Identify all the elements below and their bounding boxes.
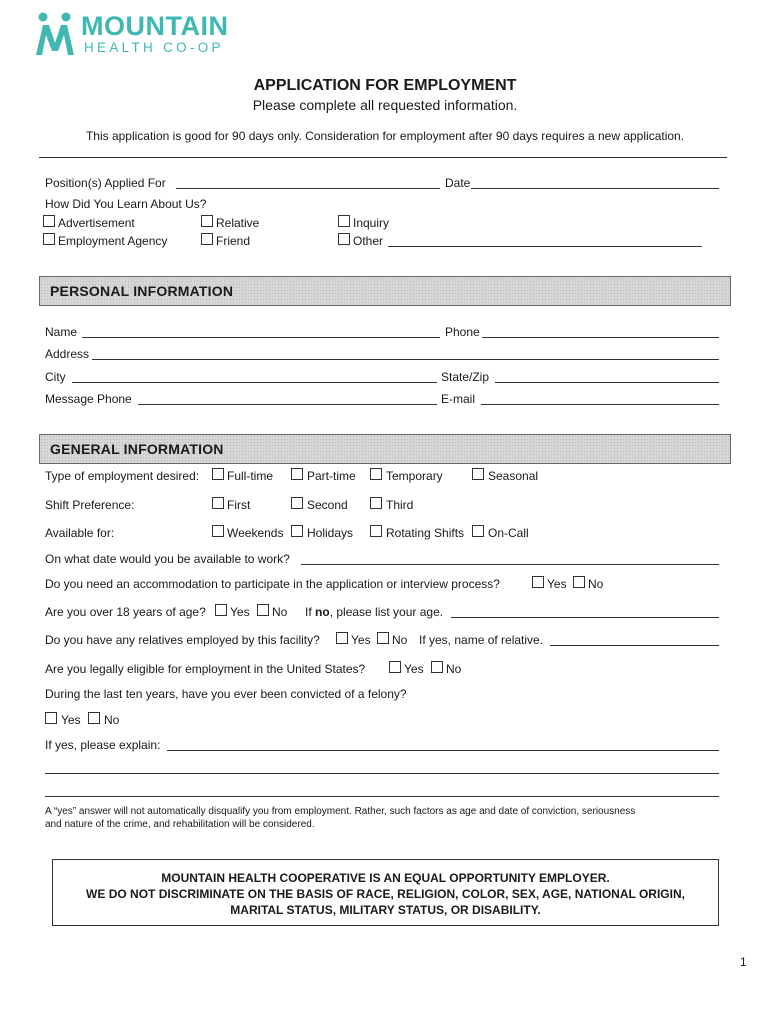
age-followup-label [305, 605, 443, 619]
address-field[interactable] [92, 359, 719, 360]
age-question: Are you over 18 years of age? [45, 605, 206, 619]
felony-yes-label: Yes [61, 713, 81, 727]
page-subtitle: Please complete all requested information. [252, 97, 518, 113]
friend-checkbox[interactable] [201, 233, 213, 245]
state-zip-label: State/Zip [441, 370, 490, 384]
phone-field[interactable] [482, 337, 719, 338]
relatives-no-checkbox[interactable] [377, 632, 389, 644]
seasonal-checkbox[interactable] [472, 468, 484, 480]
age-no-checkbox[interactable] [257, 604, 269, 616]
position-label: Position(s) Applied For [45, 176, 166, 190]
mountain-health-logo-icon [33, 11, 79, 57]
accommodation-question: Do you need an accommodation to participate in the application or interview process? [45, 577, 500, 591]
validity-notice: This application is good for 90 days only. Consideration for employment after 90 days requires a new application. [85, 129, 685, 143]
part-time-label: Part-time [307, 469, 356, 483]
employment-type-label: Type of employment desired: [45, 469, 200, 483]
city-label: City [45, 370, 66, 384]
age-yes-checkbox[interactable] [215, 604, 227, 616]
shift-preference-label: Shift Preference: [45, 498, 135, 512]
general-info-header [39, 434, 731, 464]
email-field[interactable] [481, 404, 719, 405]
address-label: Address [45, 347, 90, 361]
eligible-no-checkbox[interactable] [431, 661, 443, 673]
phone-label: Phone [445, 325, 480, 339]
felony-yes-checkbox[interactable] [45, 712, 57, 724]
page-number: 1 [740, 955, 747, 969]
accommodation-yes-checkbox[interactable] [532, 576, 544, 588]
age-yes-label: Yes [230, 605, 250, 619]
message-phone-field[interactable] [138, 404, 437, 405]
third-shift-checkbox[interactable] [370, 497, 382, 509]
page-title: APPLICATION FOR EMPLOYMENT [253, 77, 517, 94]
header-divider [39, 157, 727, 158]
second-shift-checkbox[interactable] [291, 497, 303, 509]
second-shift-label: Second [307, 498, 348, 512]
full-time-checkbox[interactable] [212, 468, 224, 480]
temporary-label: Temporary [386, 469, 443, 483]
eligible-no-label: No [446, 662, 462, 676]
accommodation-no-checkbox[interactable] [573, 576, 585, 588]
state-zip-field[interactable] [495, 382, 719, 383]
relatives-yes-label: Yes [351, 633, 371, 647]
employment-agency-label: Employment Agency [58, 234, 168, 248]
on-call-label: On-Call [488, 526, 529, 540]
explain-label: If yes, please explain: [45, 738, 161, 752]
eligible-yes-checkbox[interactable] [389, 661, 401, 673]
part-time-checkbox[interactable] [291, 468, 303, 480]
city-field[interactable] [72, 382, 437, 383]
explain-field-1[interactable] [167, 750, 719, 751]
full-time-label: Full-time [227, 469, 274, 483]
inquiry-label: Inquiry [353, 216, 390, 230]
weekends-label: Weekends [227, 526, 284, 540]
holidays-checkbox[interactable] [291, 525, 303, 537]
first-shift-checkbox[interactable] [212, 497, 224, 509]
learn-about-us-label: How Did You Learn About Us? [45, 197, 207, 211]
age-field[interactable] [451, 617, 719, 618]
available-for-label: Available for: [45, 526, 115, 540]
eoe-line-1: MOUNTAIN HEALTH COOPERATIVE IS AN EQUAL OPPORTUNITY EMPLOYER. [161, 871, 610, 885]
friend-label: Friend [216, 234, 251, 248]
felony-question: During the last ten years, have you ever been convicted of a felony? [45, 687, 407, 701]
felony-no-checkbox[interactable] [88, 712, 100, 724]
weekends-checkbox[interactable] [212, 525, 224, 537]
personal-info-heading: PERSONAL INFORMATION [50, 283, 234, 299]
relatives-followup-label: If yes, name of relative. [419, 633, 544, 647]
eoe-line-2: WE DO NOT DISCRIMINATE ON THE BASIS OF RACE, RELIGION, COLOR, SEX, AGE, NATIONAL ORIGIN, [86, 887, 685, 901]
disclaimer-line-2: and nature of the crime, and rehabilitation will be considered. [45, 819, 315, 830]
start-date-field[interactable] [301, 564, 719, 565]
eligibility-question: Are you legally eligible for employment in the United States? [45, 662, 366, 676]
felony-no-label: No [104, 713, 120, 727]
disclaimer-line-1: A “yes” answer will not automatically disqualify you from employment. Rather, such factors as age and date of conviction, seriousness [45, 806, 636, 817]
logo-subtitle: HEALTH CO-OP [84, 40, 224, 55]
accommodation-no-label: No [588, 577, 604, 591]
relative-name-field[interactable] [550, 645, 719, 646]
on-call-checkbox[interactable] [472, 525, 484, 537]
rotating-shifts-label: Rotating Shifts [386, 526, 465, 540]
general-info-heading: GENERAL INFORMATION [50, 441, 224, 457]
age-followup-pre: If [305, 605, 316, 619]
email-label: E-mail [441, 392, 476, 406]
age-no-label: No [272, 605, 288, 619]
seasonal-label: Seasonal [488, 469, 539, 483]
advertisement-label: Advertisement [58, 216, 135, 230]
relatives-question: Do you have any relatives employed by this facility? [45, 633, 320, 647]
message-phone-label: Message Phone [45, 392, 132, 406]
logo-name: MOUNTAIN [81, 11, 229, 41]
relative-label: Relative [216, 216, 260, 230]
explain-field-3[interactable] [45, 796, 719, 797]
age-followup-bold: no [315, 605, 330, 619]
holidays-label: Holidays [307, 526, 354, 540]
personal-info-header [39, 276, 731, 306]
date-label: Date [445, 176, 471, 190]
eligible-yes-label: Yes [404, 662, 424, 676]
eoe-line-3: MARITAL STATUS, MILITARY STATUS, OR DISABILITY. [230, 903, 541, 917]
rotating-shifts-checkbox[interactable] [370, 525, 382, 537]
advertisement-checkbox[interactable] [43, 215, 55, 227]
name-label: Name [45, 325, 78, 339]
other-label: Other [353, 234, 384, 248]
date-field[interactable] [471, 188, 719, 189]
inquiry-checkbox[interactable] [338, 215, 350, 227]
accommodation-yes-label: Yes [547, 577, 567, 591]
age-followup-post: , please list your age. [329, 605, 444, 619]
explain-field-2[interactable] [45, 773, 719, 774]
temporary-checkbox[interactable] [370, 468, 382, 480]
start-date-question: On what date would you be available to work? [45, 552, 290, 566]
relatives-no-label: No [392, 633, 408, 647]
relatives-yes-checkbox[interactable] [336, 632, 348, 644]
other-field[interactable] [388, 246, 702, 247]
third-shift-label: Third [386, 498, 414, 512]
relative-checkbox[interactable] [201, 215, 213, 227]
other-checkbox[interactable] [338, 233, 350, 245]
position-field[interactable] [176, 188, 440, 189]
name-field[interactable] [82, 337, 440, 338]
first-shift-label: First [227, 498, 251, 512]
equal-opportunity-box [52, 859, 719, 926]
employment-agency-checkbox[interactable] [43, 233, 55, 245]
